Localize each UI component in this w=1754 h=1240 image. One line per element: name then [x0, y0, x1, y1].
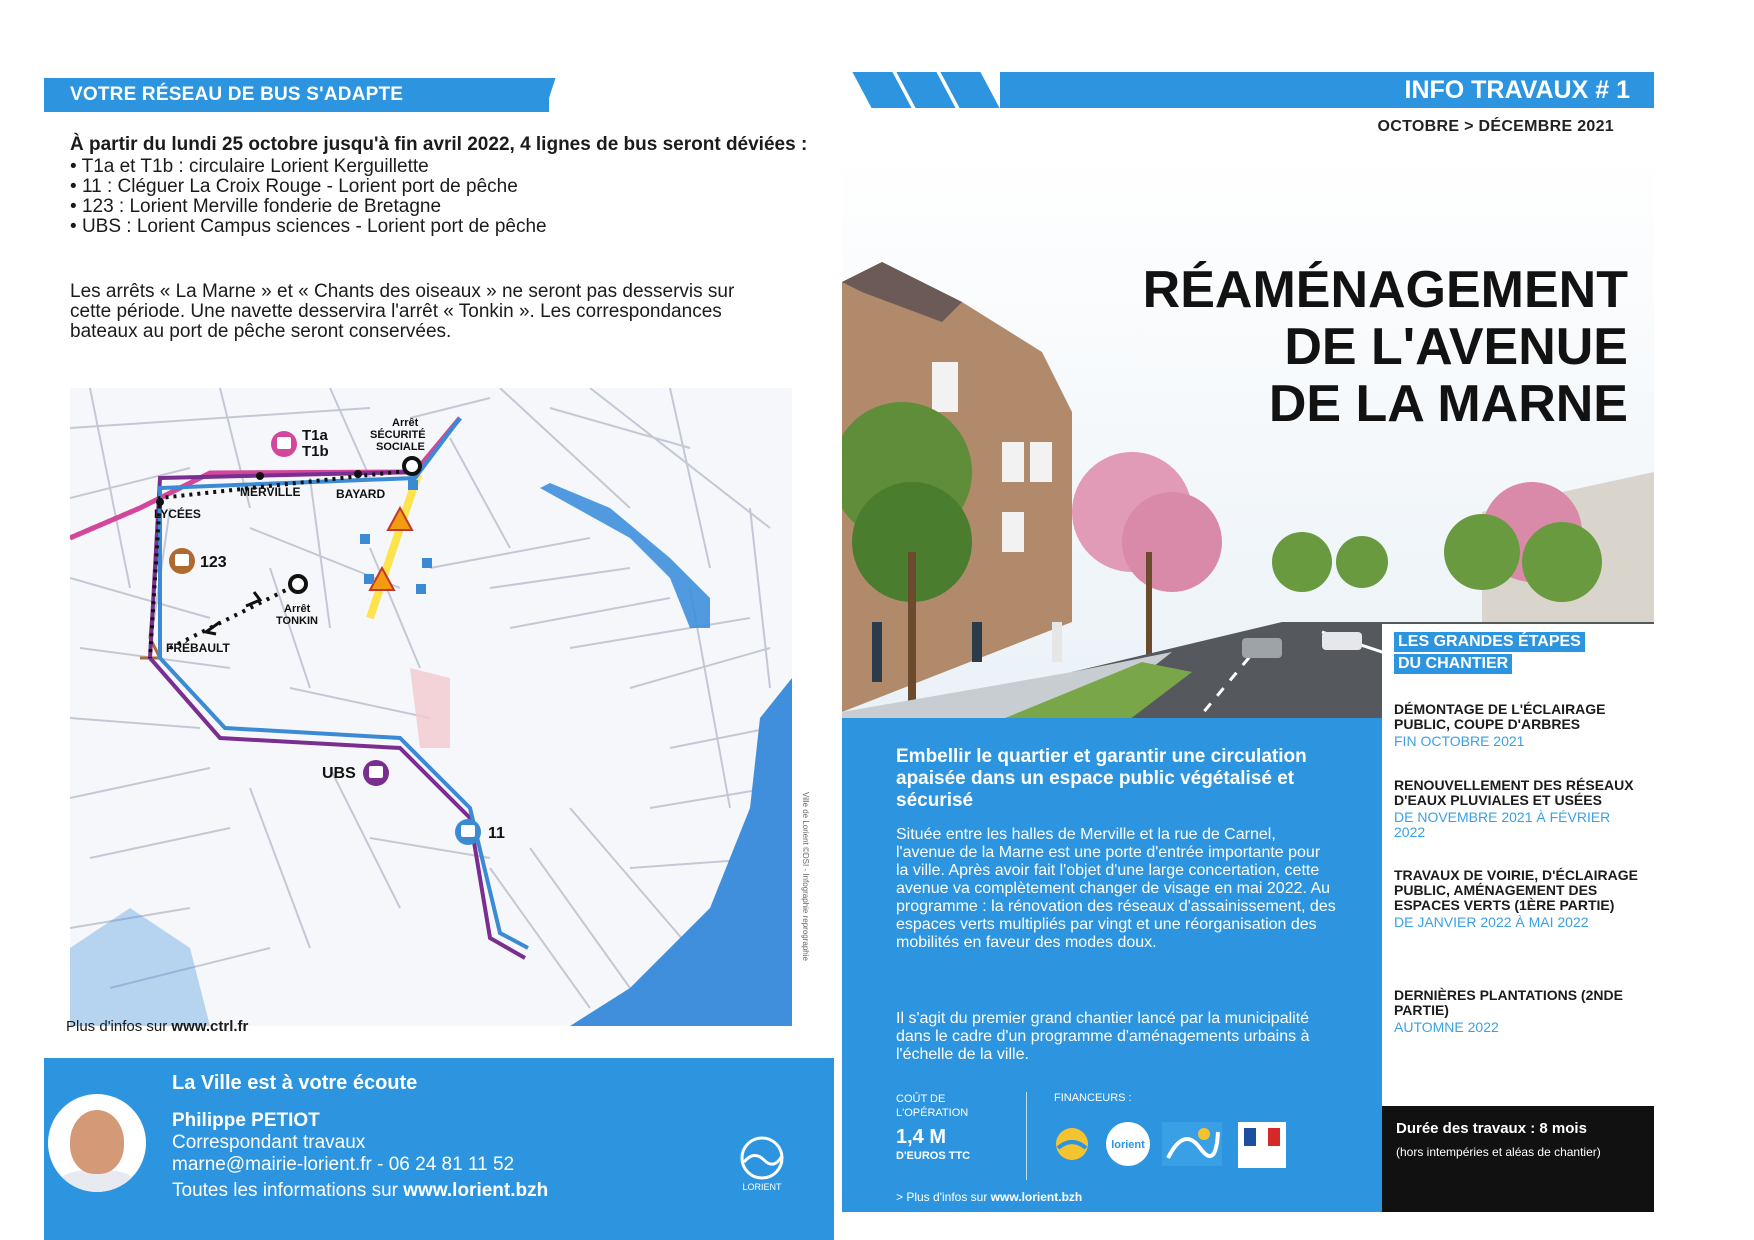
- step-item: [1394, 868, 1644, 930]
- avatar: [48, 1094, 146, 1192]
- contact-all-prefix: Toutes les informations sur: [172, 1180, 404, 1201]
- worksite-hatch: [410, 668, 450, 748]
- shuttle-arrow-left: [206, 622, 220, 634]
- label-t1a: T1a: [302, 427, 328, 444]
- cost-label: COÛT DE L'OPÉRATION: [896, 1093, 969, 1119]
- list-item: • UBS : Lorient Campus sciences - Lorient port de pêche: [70, 217, 810, 237]
- step-title: TRAVAUX DE VOIRIE, D'ÉCLAIRAGE PUBLIC, AMÉNAGEMENT DES ESPACES VERTS (1ÈRE PARTIE): [1394, 867, 1638, 913]
- lorient-wave-icon: [734, 1134, 790, 1182]
- title-line: DE LA MARNE: [1268, 375, 1628, 433]
- t1-bus-icon: [271, 431, 297, 457]
- label-ubs: UBS: [322, 765, 356, 782]
- project-description: [842, 718, 1390, 1212]
- lorient-logo-text: lorient: [1111, 1139, 1145, 1151]
- label-bayard: BAYARD: [336, 487, 386, 501]
- stop-merville-dot: [256, 472, 264, 480]
- intro-lead: À partir du lundi 25 octobre jusqu'à fin avril 2022, 4 lignes de bus seront déviées :: [70, 134, 808, 155]
- intro-block: [70, 134, 810, 237]
- title-line: RÉAMÉNAGEMENT: [1142, 261, 1628, 319]
- works-info-panel: [842, 72, 1654, 1212]
- more-lorient-prefix: > Plus d'infos sur: [896, 1190, 991, 1204]
- line-ubs: [150, 472, 525, 958]
- more-info-line: [66, 1018, 248, 1035]
- contact-role: Correspondant travaux: [172, 1132, 366, 1153]
- ctrl-link[interactable]: www.ctrl.fr: [171, 1018, 249, 1035]
- step-item: [1394, 702, 1644, 749]
- bus-network-panel: [44, 72, 834, 1240]
- stop-securite-sociale: [404, 458, 420, 474]
- steps-heading-line: LES GRANDES ÉTAPES: [1394, 632, 1585, 652]
- step-date: AUTOMNE 2022: [1394, 1019, 1499, 1035]
- label-123: 123: [200, 554, 227, 571]
- bus-map: [70, 388, 792, 1026]
- stop-tonkin: [290, 576, 306, 592]
- bus-123-icon: [169, 548, 195, 574]
- deviated-lines-list: [70, 157, 810, 237]
- cost-value: 1,4 M: [896, 1126, 947, 1148]
- prefet-logo: [1238, 1122, 1286, 1168]
- step-date: FIN OCTOBRE 2021: [1394, 733, 1525, 749]
- label-securite: SÉCURITÉ: [370, 429, 426, 441]
- step-title: DÉMONTAGE DE L'ÉCLAIRAGE PUBLIC, COUPE D'ARBRES: [1394, 701, 1606, 732]
- financers-label: FINANCEURS :: [1054, 1092, 1132, 1104]
- bus-map-svg: [70, 388, 792, 1026]
- title-line: DE L'AVENUE: [1284, 318, 1628, 376]
- step-date: DE JANVIER 2022 À MAI 2022: [1394, 914, 1589, 930]
- stop-bayard-dot: [354, 470, 362, 478]
- section-title: VOTRE RÉSEAU DE BUS S'ADAPTE: [70, 84, 404, 105]
- label-lycees: LYCÉES: [154, 507, 201, 521]
- avatar-face: [70, 1110, 124, 1174]
- project-paragraph-2: Il s'agit du premier grand chantier lancé par la municipalité dans le cadre d'un programme d'aménagements urbains à l'échelle de la ville.: [896, 1010, 1310, 1063]
- duration-title: Durée des travaux : 8 mois: [1396, 1120, 1587, 1137]
- section-band: [44, 78, 549, 112]
- list-item: • 11 : Cléguer La Croix Rouge - Lorient port de pêche: [70, 177, 810, 197]
- contact-block: [44, 1058, 834, 1240]
- financer-logos: [1054, 1118, 1304, 1174]
- bus-ubs-icon: [363, 760, 389, 786]
- more-info-lorient: [896, 1190, 1082, 1204]
- cost-unit: D'EUROS TTC: [896, 1150, 971, 1162]
- lorient-website-link[interactable]: www.lorient.bzh: [403, 1180, 549, 1201]
- steps-heading-line: DU CHANTIER: [1394, 654, 1512, 674]
- label-frebault: FRÉBAULT: [166, 641, 230, 655]
- period-dates: OCTOBRE > DÉCEMBRE 2021: [1377, 118, 1614, 135]
- map-credit: Ville de Lorient ©DSI - Infographie reprographie: [801, 792, 810, 961]
- financer-logos-svg: [1054, 1118, 1304, 1174]
- stops-paragraph: Les arrêts « La Marne » et « Chants des oiseaux » ne seront pas desservis sur cette période. Une navette desservira l'arrêt « Tonkin ». Les correspondances bateaux au port de pêche seront conservées.: [70, 281, 735, 342]
- region-bretagne-logo: [1162, 1122, 1222, 1166]
- lorient-logo: [1106, 1122, 1150, 1166]
- label-sociale: SOCIALE: [376, 441, 425, 453]
- contact-name: Philippe PETIOT: [172, 1110, 320, 1131]
- label-11: 11: [488, 825, 505, 842]
- info-travaux-band: [1000, 72, 1654, 108]
- list-item: • 123 : Lorient Merville fonderie de Bretagne: [70, 197, 810, 217]
- list-item: • T1a et T1b : circulaire Lorient Kerguillette: [70, 157, 810, 177]
- step-title: DERNIÈRES PLANTATIONS (2NDE PARTIE): [1394, 987, 1623, 1018]
- lorient-logo: [734, 1134, 790, 1208]
- lorient-bzh-link[interactable]: www.lorient.bzh: [990, 1190, 1083, 1204]
- step-title: RENOUVELLEMENT DES RÉSEAUX D'EAUX PLUVIALES ET USÉES: [1394, 777, 1634, 808]
- step-item: [1394, 988, 1644, 1035]
- lorient-agglo-logo: [1056, 1128, 1088, 1160]
- stop-lycees-dot: [156, 498, 164, 506]
- contact-website-line: [172, 1180, 548, 1202]
- step-date: DE NOVEMBRE 2021 À FÉVRIER 2022: [1394, 809, 1611, 840]
- steps-heading: [1394, 632, 1634, 676]
- bus-11-icon: [455, 819, 481, 845]
- logo-label: LORIENT: [742, 1182, 782, 1192]
- project-paragraph-1: Située entre les halles de Merville et la rue de Carnel, l'avenue de la Marne est une porte d'entrée importante pour la ville. Après avoir fait l'objet d'une large concertation, cette avenue va complètement changer de visage en mai 2022. Au programme : la rénovation des réseaux d'assainissement, des espaces verts multipliés par vingt et une réorganisation des mobilités en faveur des modes doux.: [896, 826, 1336, 951]
- more-info-prefix: Plus d'infos sur: [66, 1018, 172, 1035]
- contact-heading: La Ville est à votre écoute: [172, 1072, 418, 1094]
- duration-note: (hors intempéries et aléas de chantier): [1396, 1145, 1601, 1159]
- label-tonkin: TONKIN: [276, 615, 318, 627]
- contact-email-phone[interactable]: marne@mairie-lorient.fr - 06 24 81 11 52: [172, 1154, 515, 1175]
- label-arret: Arrêt: [392, 417, 419, 429]
- duration-box: [1382, 1106, 1654, 1212]
- label-arret-tonkin: Arrêt: [284, 603, 311, 615]
- shuttle-arrow-right: [246, 592, 260, 606]
- page-title: [1143, 262, 1628, 433]
- label-t1b: T1b: [302, 443, 329, 460]
- divider: [1026, 1092, 1027, 1180]
- label-merville: MERVILLE: [240, 485, 301, 499]
- project-lead: Embellir le quartier et garantir une circulation apaisée dans un espace public végétalisé et sécurisé: [896, 746, 1307, 811]
- info-travaux-title: INFO TRAVAUX # 1: [1404, 76, 1630, 104]
- step-item: [1394, 778, 1644, 840]
